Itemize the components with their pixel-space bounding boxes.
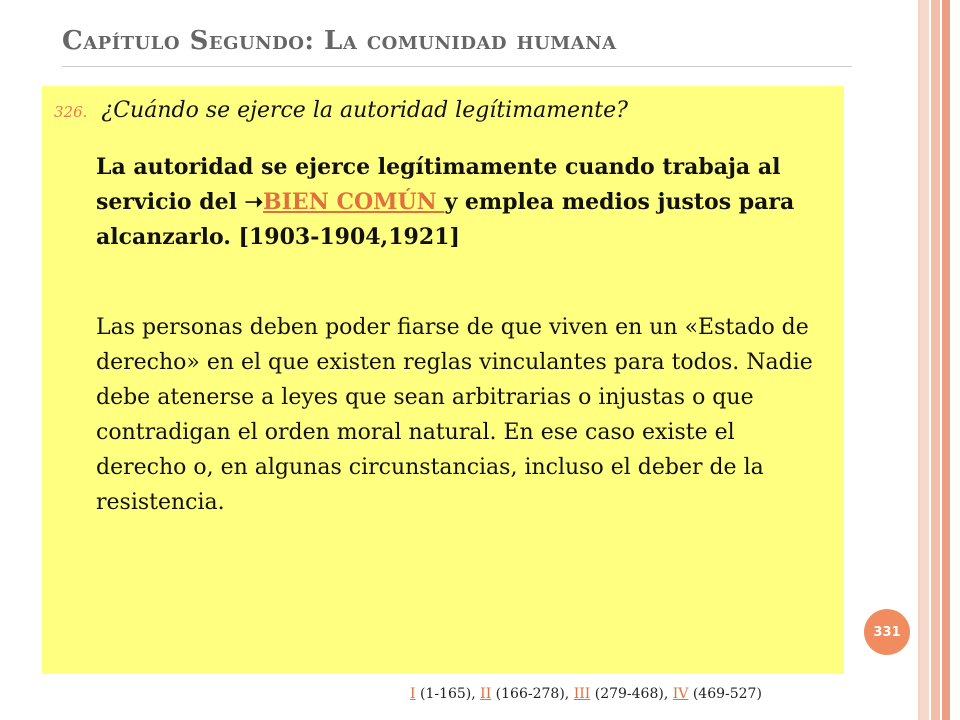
stripe-dark xyxy=(942,0,950,720)
content-box xyxy=(42,86,844,674)
footer-navigation xyxy=(410,686,850,702)
question-number: 326. xyxy=(54,103,88,121)
stripe-light xyxy=(920,0,929,720)
part-iv-link[interactable]: IV xyxy=(672,686,689,702)
decorative-stripes xyxy=(920,0,960,720)
bien-comun-link[interactable]: BIEN COMÚN xyxy=(263,189,445,215)
page-number-badge: 331 xyxy=(864,609,910,655)
part-ii-range: (166-278), xyxy=(491,686,574,702)
answer-text-after: y emplea medios justos para alcanzarlo. [1903-1904,1921] xyxy=(96,189,795,250)
part-iii-link[interactable]: III xyxy=(573,686,591,702)
explanation-text: Las personas deben poder fiarse de que viven en un «Estado de derecho» en el que existen reglas vinculantes para todos. Nadie debe atenerse a leyes que sean arbitrarias o injustas o que contradigan el orden moral natural. En ese caso existe el derecho o, en algunas circunstancias, incluso el deber de la resistencia. xyxy=(96,315,813,515)
part-iii-range: (279-468), xyxy=(590,686,673,702)
question xyxy=(54,98,834,123)
answer-text-before: La autoridad se ejerce legítimamente cuando trabaja al servicio del xyxy=(96,154,781,215)
title-divider xyxy=(62,66,852,67)
slide-title: Capítulo Segundo: La comunidad humana xyxy=(62,26,617,56)
part-ii-link[interactable]: II xyxy=(480,686,492,702)
answer-text xyxy=(96,150,816,255)
part-i-link[interactable]: I xyxy=(410,686,416,702)
stripe-medium xyxy=(931,0,940,720)
arrow-right-icon: ➝ xyxy=(244,189,264,215)
part-iv-range: (469-527) xyxy=(688,686,762,702)
question-text: ¿Cuándo se ejerce la autoridad legítimamente? xyxy=(101,98,628,123)
part-i-range: (1-165), xyxy=(415,686,481,702)
